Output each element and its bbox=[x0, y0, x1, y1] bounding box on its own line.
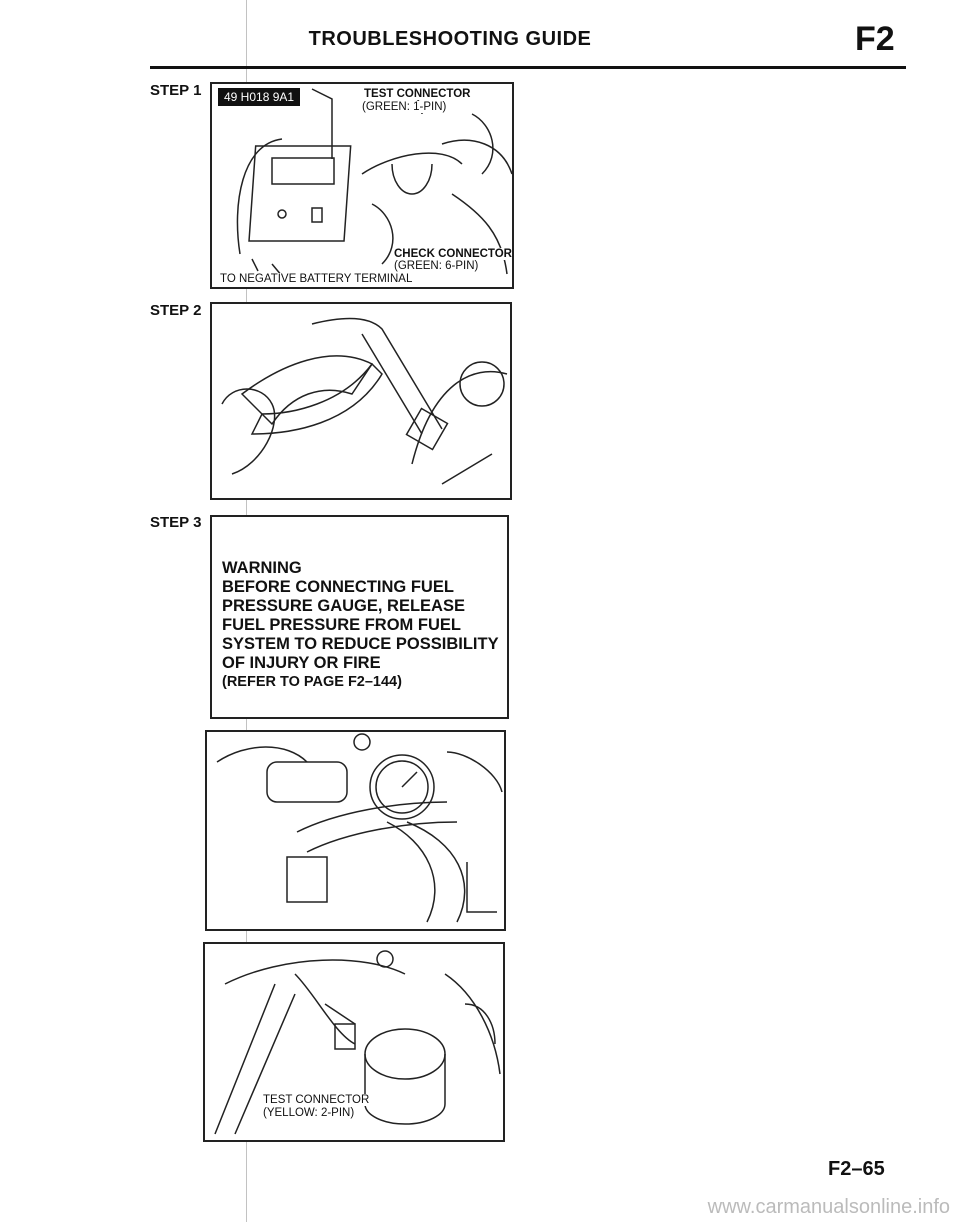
page-number: F2–65 bbox=[828, 1158, 885, 1180]
test-connector-figure bbox=[203, 942, 505, 1142]
fuel-pressure-gauge-figure bbox=[205, 730, 506, 931]
warning-line: SYSTEM TO REDUCE POSSIBILITY bbox=[222, 635, 499, 653]
callout-check-connector-spec: (GREEN: 6-PIN) bbox=[394, 260, 479, 272]
warning-reference: (REFER TO PAGE F2–144) bbox=[222, 674, 402, 690]
callout-test-connector: TEST CONNECTOR bbox=[364, 88, 471, 100]
step-1-label: STEP 1 bbox=[150, 82, 202, 99]
watermark: www.carmanualsonline.info bbox=[707, 1196, 950, 1218]
step-2-figure bbox=[210, 302, 512, 500]
gauge-illustration bbox=[207, 732, 504, 929]
callout-test-connector-yellow-spec: (YELLOW: 2-PIN) bbox=[263, 1107, 355, 1119]
warning-line: FUEL PRESSURE FROM FUEL bbox=[222, 616, 461, 634]
warning-text bbox=[222, 559, 499, 692]
page-title: TROUBLESHOOTING GUIDE bbox=[308, 28, 592, 50]
step-2-label: STEP 2 bbox=[150, 302, 202, 319]
warning-line: PRESSURE GAUGE, RELEASE bbox=[222, 597, 465, 615]
callout-negative-terminal: TO NEGATIVE BATTERY TERMINAL bbox=[220, 273, 413, 285]
step-1-figure bbox=[210, 82, 514, 289]
tool-number-badge: 49 H018 9A1 bbox=[218, 88, 300, 106]
warning-line: BEFORE CONNECTING FUEL bbox=[222, 578, 454, 596]
callout-test-connector-spec: (GREEN: 1-PIN) bbox=[362, 101, 447, 113]
callout-check-connector: CHECK CONNECTOR bbox=[394, 248, 512, 260]
pliers-hose-illustration bbox=[212, 304, 510, 498]
warning-line: OF INJURY OR FIRE bbox=[222, 654, 381, 672]
section-code: F2 bbox=[855, 20, 895, 58]
header-rule bbox=[150, 66, 906, 69]
warning-heading: WARNING bbox=[222, 559, 302, 577]
step-3-label: STEP 3 bbox=[150, 514, 202, 531]
callout-test-connector-yellow: TEST CONNECTOR bbox=[263, 1094, 370, 1106]
warning-box bbox=[210, 515, 509, 719]
